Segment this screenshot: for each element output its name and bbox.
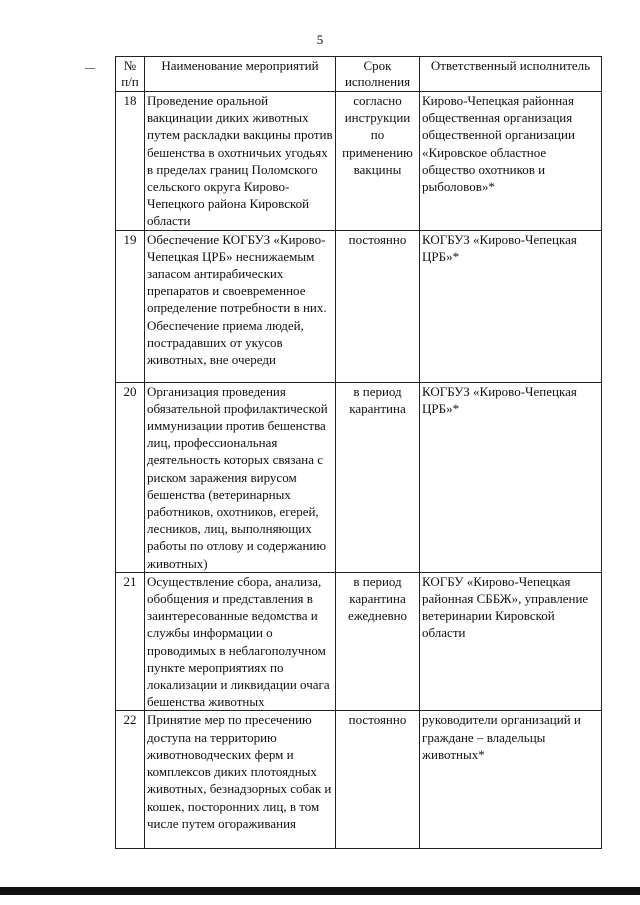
row-num: 21 [116, 572, 145, 711]
table-row [116, 230, 602, 382]
header-resp: Ответственный исполнитель [420, 57, 602, 92]
row-activity: Принятие мер по пресечению доступа на территорию животноводческих ферм и комплексов диких плотоядных животных, безнадзорных собак и кошек, посторонних лиц, в том числе путем огораживания [145, 711, 336, 849]
activities-table [115, 56, 602, 849]
margin-mark [85, 68, 95, 69]
table-row [116, 92, 602, 231]
row-term: в период карантина ежедневно [336, 572, 420, 711]
row-responsible: КОГБУ «Кирово-Чепецкая районная СББЖ», управление ветеринарии Кировской области [420, 572, 602, 711]
row-num: 22 [116, 711, 145, 849]
row-activity: Обеспечение КОГБУЗ «Кирово-Чепецкая ЦРБ» неснижаемым запасом антирабических препаратов и своевременное определение потребности в них. Обеспечение приема людей, пострадавших от укусов животных, вне очереди [145, 230, 336, 382]
row-responsible: руководители организаций и граждане – владельцы животных* [420, 711, 602, 849]
row-responsible: Кирово-Чепецкая районная общественная организация общественной организации «Кировское областное общество охотников и рыболовов»* [420, 92, 602, 231]
header-name: Наименование мероприятий [145, 57, 336, 92]
row-num: 19 [116, 230, 145, 382]
row-term: постоянно [336, 711, 420, 849]
row-activity: Проведение оральной вакцинации диких животных путем раскладки вакцины против бешенства в охотничьих угодьях в пределах границ Поломского сельского округа Кирово-Чепецкого района Кировской области [145, 92, 336, 231]
header-num: № п/п [116, 57, 145, 92]
row-responsible: КОГБУЗ «Кирово-Чепецкая ЦРБ»* [420, 382, 602, 572]
row-term: согласно инструкции по применению вакцины [336, 92, 420, 231]
table-row [116, 382, 602, 572]
table-header-row [116, 57, 602, 92]
page-number: 5 [316, 32, 324, 47]
row-num: 18 [116, 92, 145, 231]
row-num: 20 [116, 382, 145, 572]
row-term: в период карантина [336, 382, 420, 572]
row-responsible: КОГБУЗ «Кирово-Чепецкая ЦРБ»* [420, 230, 602, 382]
table-row [116, 711, 602, 849]
header-term: Срок исполнения [336, 57, 420, 92]
row-activity: Осуществление сбора, анализа, обобщения и представления в заинтересованные ведомства и службы информации о проводимых в неблагополучном пункте мероприятиях по локализации и ликвидации очага бешенства животных [145, 572, 336, 711]
row-term: постоянно [336, 230, 420, 382]
bottom-scan-border [0, 887, 640, 895]
row-activity: Организация проведения обязательной профилактической иммунизации против бешенства лиц, профессиональная деятельность которых связана с риском заражения вирусом бешенства (ветеринарных работников, охотников, егерей, лесников, лиц, выполняющих работы по отлову и содержанию животных) [145, 382, 336, 572]
table-row [116, 572, 602, 711]
